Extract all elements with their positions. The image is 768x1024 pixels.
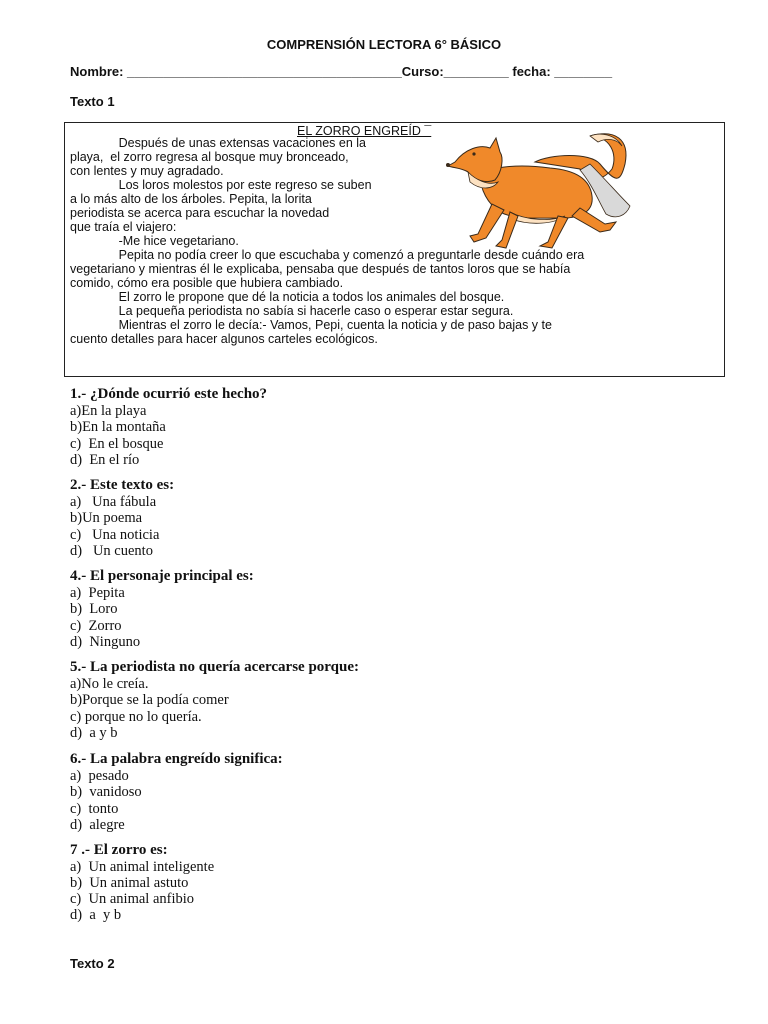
answer-option[interactable]: d) En el río	[70, 452, 140, 468]
story-line: La pequeña periodista no sabía si hacerle caso o esperar estar segura.	[70, 304, 514, 318]
answer-option[interactable]: c) Una noticia	[70, 527, 160, 543]
answer-option[interactable]: a) Una fábula	[70, 494, 157, 510]
story-title: EL ZORRO ENGREÍD ¯	[297, 124, 432, 138]
story-line: Los loros molestos por este regreso se suben	[70, 178, 372, 192]
story-line: a lo más alto de los árboles. Pepita, la lorita	[70, 192, 312, 206]
story-line: El zorro le propone que dé la noticia a todos los animales del bosque.	[70, 290, 505, 304]
question-title: 4.- El personaje principal es:	[70, 568, 254, 584]
story-line: periodista se acerca para escuchar la novedad	[70, 206, 330, 220]
answer-option[interactable]: a) Un animal inteligente	[70, 859, 215, 875]
story-line: cuento detalles para hacer algunos carteles ecológicos.	[70, 332, 378, 346]
answer-option[interactable]: c) Un animal anfibio	[70, 891, 195, 907]
texto1-label: Texto 1	[70, 94, 115, 109]
answer-option[interactable]: d) Un cuento	[70, 543, 153, 559]
answer-option[interactable]: c) porque no lo quería.	[70, 709, 202, 725]
page-title: COMPRENSIÓN LECTORA 6° BÁSICO	[266, 37, 502, 52]
answer-option[interactable]: c) tonto	[70, 801, 119, 817]
student-info-line[interactable]: Nombre: ______________________________________Curso:_________ fecha: ________	[70, 64, 613, 79]
fox-icon	[440, 124, 640, 254]
story-line: playa, el zorro regresa al bosque muy bronceado,	[70, 150, 349, 164]
question-title: 1.- ¿Dónde ocurrió este hecho?	[70, 386, 268, 402]
question-title: 5.- La periodista no quería acercarse porque:	[70, 659, 360, 675]
story-line: Pepita no podía creer lo que escuchaba y comenzó a preguntarle desde cuándo era	[70, 248, 585, 262]
story-line: Después de unas extensas vacaciones en la	[70, 136, 367, 150]
story-line: vegetariano y mientras él le explicaba, pensaba que después de tantos loros que se había	[70, 262, 571, 276]
question-title: 6.- La palabra engreído significa:	[70, 751, 283, 767]
story-line: con lentes y muy agradado.	[70, 164, 224, 178]
texto2-label: Texto 2	[70, 956, 115, 971]
story-line: comido, cómo era posible que hubiera cambiado.	[70, 276, 344, 290]
story-line: -Me hice vegetariano.	[70, 234, 239, 248]
answer-option[interactable]: a) Pepita	[70, 585, 125, 601]
answer-option[interactable]: c) Zorro	[70, 618, 122, 634]
answer-option[interactable]: b) Loro	[70, 601, 118, 617]
answer-option[interactable]: a)No le creía.	[70, 676, 149, 692]
answer-option[interactable]: a) pesado	[70, 768, 129, 784]
answer-option[interactable]: b)En la montaña	[70, 419, 166, 435]
answer-option[interactable]: d) a y b	[70, 907, 122, 923]
answer-option[interactable]: b)Un poema	[70, 510, 143, 526]
answer-option[interactable]: d) alegre	[70, 817, 125, 833]
question-title: 2.- Este texto es:	[70, 477, 175, 493]
answer-option[interactable]: d) Ninguno	[70, 634, 141, 650]
answer-option[interactable]: d) a y b	[70, 725, 118, 741]
answer-option[interactable]: c) En el bosque	[70, 436, 164, 452]
answer-option[interactable]: b) Un animal astuto	[70, 875, 189, 891]
answer-option[interactable]: b)Porque se la podía comer	[70, 692, 229, 708]
story-line: que traía el viajero:	[70, 220, 177, 234]
answer-option[interactable]: b) vanidoso	[70, 784, 142, 800]
story-line: Mientras el zorro le decía:- Vamos, Pepi, cuenta la noticia y de paso bajas y te	[70, 318, 552, 332]
answer-option[interactable]: a)En la playa	[70, 403, 147, 419]
question-title: 7 .- El zorro es:	[70, 842, 168, 858]
